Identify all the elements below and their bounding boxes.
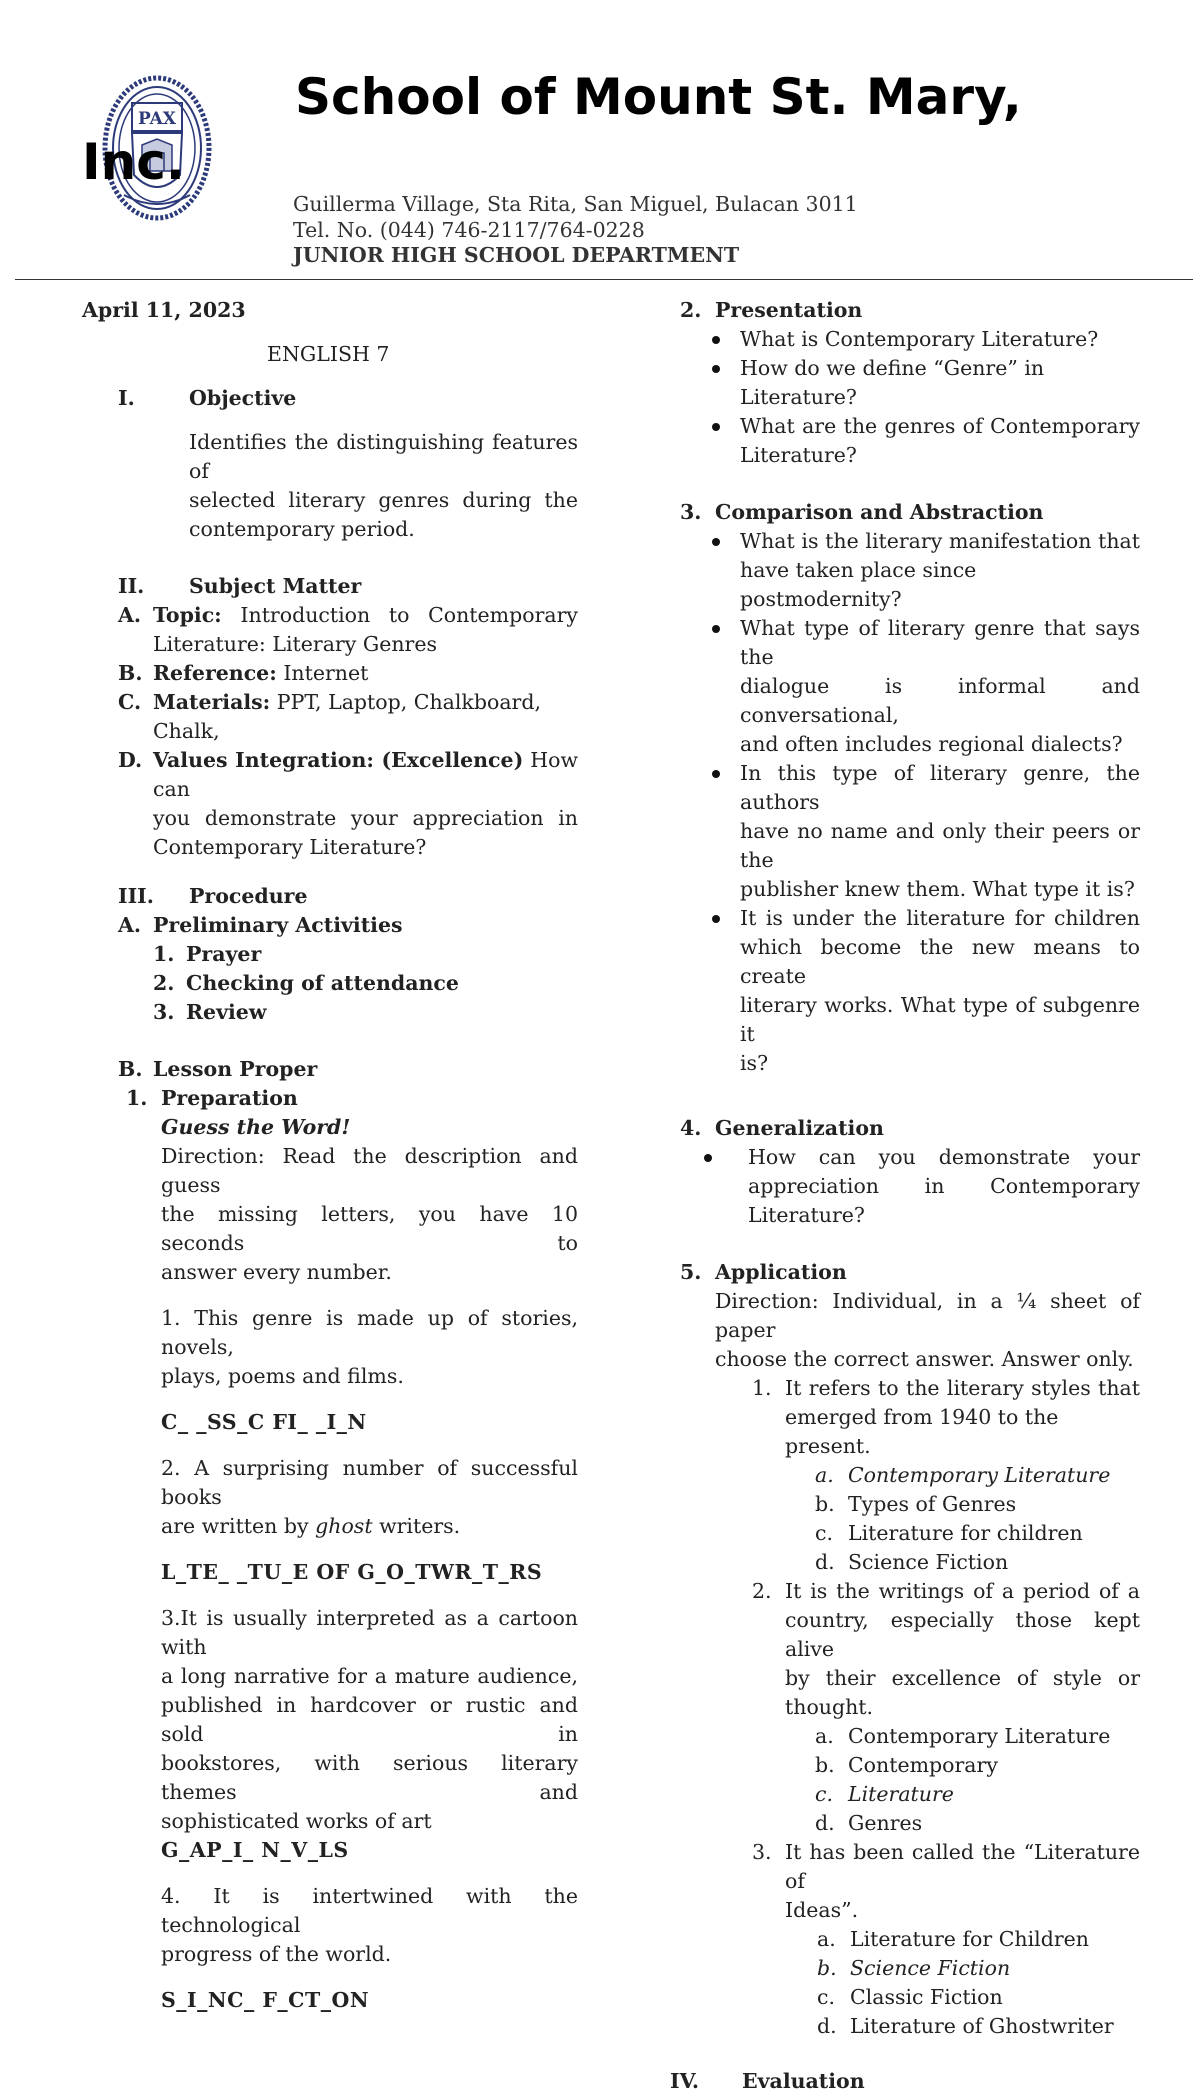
answer-blank: G_AP_I_ N_V_LS bbox=[161, 1838, 349, 1862]
choice-letter: a. bbox=[815, 1463, 834, 1487]
comparison-heading bbox=[680, 498, 1140, 527]
comparison-bullet bbox=[702, 527, 1140, 614]
quiz-text: emerged from 1940 to the present. bbox=[785, 1405, 1059, 1458]
bullet-text: publisher knew them. What type it is? bbox=[740, 877, 1135, 901]
topic-label: A. bbox=[118, 603, 142, 627]
direction-line: Direction: Individual, in a ¼ sheet of paper bbox=[715, 1289, 1140, 1342]
choice-text: Science Fiction bbox=[850, 1956, 1011, 1980]
objective-heading bbox=[82, 384, 578, 413]
bullet-text: have no name and only their peers or the bbox=[740, 819, 1140, 872]
lesson-proper-heading bbox=[82, 1055, 578, 1084]
prelim-title: Preliminary Activities bbox=[153, 913, 403, 937]
choice-text: Literature bbox=[848, 1782, 954, 1806]
bullet-text: is? bbox=[740, 1051, 769, 1075]
choice-letter: a. bbox=[815, 1724, 834, 1748]
values-value: How can bbox=[153, 748, 578, 801]
bullet-text: It is under the literature for children bbox=[740, 906, 1140, 930]
reference-label: B. bbox=[118, 661, 143, 685]
subject-matter-num: II. bbox=[118, 574, 145, 598]
application-num: 5. bbox=[680, 1260, 702, 1284]
choice-text: Literature of Ghostwriter bbox=[850, 2014, 1114, 2038]
direction-line: choose the correct answer. Answer only. bbox=[715, 1347, 1134, 1371]
bullet-text: Literature? bbox=[748, 1203, 865, 1227]
question-line: 2. A surprising number of successful books bbox=[161, 1456, 578, 1509]
bullet-text: dialogue is informal and conversational, bbox=[740, 674, 1140, 727]
prelim-item bbox=[82, 969, 578, 998]
quiz-choices bbox=[715, 1925, 1140, 2041]
bullet-text: literary works. What type of subgenre it bbox=[740, 993, 1140, 1046]
choice-letter: b. bbox=[815, 1753, 835, 1777]
question-line: a long narrative for a mature audience, bbox=[161, 1664, 578, 1688]
question-text: are written by bbox=[161, 1514, 316, 1538]
question-line: sophisticated works of art bbox=[161, 1809, 432, 1833]
preparation-num: 1. bbox=[126, 1086, 148, 1110]
choice bbox=[815, 1722, 1140, 1751]
values-label: D. bbox=[118, 748, 143, 772]
department: JUNIOR HIGH SCHOOL DEPARTMENT bbox=[293, 243, 740, 267]
topic-value: Literature: Literary Genres bbox=[153, 632, 437, 656]
school-name-suffix: Inc. bbox=[82, 133, 185, 191]
bullet-text: Literature? bbox=[740, 443, 857, 467]
bullet-text: How can you demonstrate your bbox=[748, 1145, 1140, 1169]
bullet-text: In this type of literary genre, the authors bbox=[740, 761, 1140, 814]
values-value: Contemporary Literature? bbox=[153, 835, 427, 859]
subject-matter-title: Subject Matter bbox=[189, 574, 362, 598]
prelim-item-num: 2. bbox=[153, 971, 175, 995]
prelim-item bbox=[82, 940, 578, 969]
presentation-bullet bbox=[702, 412, 1140, 470]
comparison-title: Comparison and Abstraction bbox=[715, 500, 1044, 524]
materials-label: C. bbox=[118, 690, 142, 714]
objective-line: contemporary period. bbox=[189, 517, 415, 541]
choice-text: Contemporary Literature bbox=[848, 1724, 1111, 1748]
evaluation-title: Evaluation bbox=[742, 2069, 865, 2093]
answer-blank: S_I_NC_ F_CT_ON bbox=[161, 1988, 370, 2012]
materials-value: PPT, Laptop, Chalkboard, Chalk, bbox=[153, 690, 541, 743]
presentation-bullet bbox=[702, 325, 1140, 354]
comparison-bullet bbox=[702, 904, 1140, 1078]
direction-line: answer every number. bbox=[161, 1260, 392, 1284]
quiz-choices bbox=[715, 1461, 1140, 1577]
generalization-title: Generalization bbox=[715, 1116, 884, 1140]
bullet-text: How do we define “Genre” in Literature? bbox=[740, 356, 1045, 409]
prelim-item-label: Prayer bbox=[186, 942, 262, 966]
question-text: writers. bbox=[372, 1514, 461, 1538]
choice bbox=[815, 1751, 1140, 1780]
choice-text: Classic Fiction bbox=[850, 1985, 1003, 2009]
prelim-label: A. bbox=[118, 913, 142, 937]
bullet-text: What are the genres of Contemporary bbox=[740, 414, 1140, 438]
comparison-bullet bbox=[702, 759, 1140, 904]
choice bbox=[815, 1548, 1140, 1577]
answer-blank: C_ _SS_C FI_ _I_N bbox=[161, 1410, 367, 1434]
preparation-heading bbox=[82, 1084, 578, 1113]
question-line: bookstores, with serious literary themes and bbox=[161, 1751, 578, 1804]
choice-letter: c. bbox=[817, 1985, 835, 2009]
bullet-text: What is the literary manifestation that bbox=[740, 529, 1140, 553]
objective-title: Objective bbox=[189, 386, 297, 410]
choice-letter: a. bbox=[817, 1927, 836, 1951]
question-line: progress of the world. bbox=[161, 1942, 392, 1966]
prelim-item-label: Checking of attendance bbox=[186, 971, 459, 995]
procedure-num: III. bbox=[118, 884, 154, 908]
prelim-item-num: 3. bbox=[153, 1000, 175, 1024]
preparation-body bbox=[82, 1113, 578, 2015]
procedure-heading bbox=[82, 882, 578, 911]
reference-key: Reference: bbox=[153, 661, 277, 685]
question-line: 1. This genre is made up of stories, novels, bbox=[161, 1306, 578, 1359]
right-column bbox=[670, 296, 1140, 2096]
generalization-num: 4. bbox=[680, 1116, 702, 1140]
values-value: you demonstrate your appreciation in bbox=[153, 806, 578, 830]
topic-value: Introduction to Contemporary bbox=[240, 603, 578, 627]
evaluation-heading bbox=[670, 2067, 1140, 2096]
reference-item bbox=[82, 659, 578, 688]
presentation-num: 2. bbox=[680, 298, 702, 322]
prelim-item bbox=[82, 998, 578, 1027]
choice bbox=[817, 1925, 1140, 1954]
choice-text: Contemporary bbox=[848, 1753, 998, 1777]
choice bbox=[817, 1954, 1140, 1983]
quiz-text: thought. bbox=[785, 1695, 874, 1719]
choice-letter: d. bbox=[815, 1811, 835, 1835]
procedure-title: Procedure bbox=[189, 884, 308, 908]
quiz-num: 1. bbox=[752, 1376, 772, 1400]
bullet-text: have taken place since postmodernity? bbox=[740, 558, 977, 611]
choice bbox=[815, 1780, 1140, 1809]
choice-letter: c. bbox=[815, 1521, 833, 1545]
choice bbox=[815, 1519, 1140, 1548]
choice-text: Literature for children bbox=[848, 1521, 1083, 1545]
values-key: Values Integration: (Excellence) bbox=[153, 748, 524, 772]
school-tel: Tel. No. (044) 746-2117/764-0228 bbox=[293, 218, 645, 242]
logo-text: PAX bbox=[138, 109, 176, 129]
lesson-proper-title: Lesson Proper bbox=[153, 1057, 318, 1081]
application-body bbox=[680, 1287, 1140, 2041]
answer-blank: L_TE_ _TU_E OF G_O_TWR_T_RS bbox=[161, 1560, 543, 1584]
quiz-question bbox=[715, 1577, 1140, 1722]
question-line: 3.It is usually interpreted as a cartoon with bbox=[161, 1606, 578, 1659]
quiz-text: It has been called the “Literature of bbox=[785, 1840, 1140, 1893]
presentation-heading bbox=[680, 296, 1140, 325]
direction-line: the missing letters, you have 10 seconds to bbox=[161, 1202, 578, 1255]
presentation-title: Presentation bbox=[715, 298, 863, 322]
presentation-bullet bbox=[702, 354, 1140, 412]
lesson-proper-label: B. bbox=[118, 1057, 143, 1081]
application-heading bbox=[680, 1258, 1140, 1287]
choice-text: Types of Genres bbox=[848, 1492, 1017, 1516]
objective-line: Identifies the distinguishing features of bbox=[189, 430, 578, 483]
comparison-num: 3. bbox=[680, 500, 702, 524]
question-emphasis: ghost bbox=[315, 1514, 373, 1538]
school-address: Guillerma Village, Sta Rita, San Miguel, Bulacan 3011 bbox=[293, 192, 858, 216]
question-line: published in hardcover or rustic and sold in bbox=[161, 1693, 578, 1746]
direction-line: Direction: Read the description and guess bbox=[161, 1144, 578, 1197]
choice-letter: c. bbox=[815, 1782, 833, 1806]
application-title: Application bbox=[715, 1260, 847, 1284]
choice-text: Genres bbox=[848, 1811, 923, 1835]
activity-title: Guess the Word! bbox=[161, 1115, 351, 1139]
bullet-text: which become the new means to create bbox=[740, 935, 1140, 988]
subject-matter-heading bbox=[82, 572, 578, 601]
quiz-text: by their excellence of style or bbox=[785, 1666, 1140, 1690]
choice bbox=[815, 1461, 1140, 1490]
topic-key: Topic: bbox=[153, 603, 222, 627]
choice-text: Literature for Children bbox=[850, 1927, 1089, 1951]
materials-key: Materials: bbox=[153, 690, 271, 714]
bullet-text: appreciation in Contemporary bbox=[748, 1174, 1140, 1198]
left-column bbox=[82, 296, 578, 2015]
prelim-heading bbox=[82, 911, 578, 940]
bullet-text: What type of literary genre that says the bbox=[740, 616, 1140, 669]
comparison-bullet bbox=[702, 614, 1140, 759]
choice-letter: b. bbox=[815, 1492, 835, 1516]
objective-num: I. bbox=[118, 386, 135, 410]
choice-letter: b. bbox=[817, 1956, 837, 1980]
choice-letter: d. bbox=[817, 2014, 837, 2038]
quiz-choices bbox=[715, 1722, 1140, 1838]
objective-line: selected literary genres during the bbox=[189, 488, 578, 512]
materials-item bbox=[82, 688, 578, 746]
values-item bbox=[82, 746, 578, 862]
quiz-num: 2. bbox=[752, 1579, 772, 1603]
prelim-item-label: Review bbox=[186, 1000, 267, 1024]
generalization-bullet bbox=[694, 1143, 1140, 1230]
choice-text: Science Fiction bbox=[848, 1550, 1009, 1574]
quiz-num: 3. bbox=[752, 1840, 772, 1864]
choice bbox=[815, 1809, 1140, 1838]
generalization-heading bbox=[680, 1114, 1140, 1143]
quiz-question bbox=[715, 1374, 1140, 1461]
quiz-text: It is the writings of a period of a bbox=[785, 1579, 1140, 1603]
question-line: plays, poems and films. bbox=[161, 1364, 404, 1388]
subject-title: ENGLISH 7 bbox=[267, 342, 390, 366]
choice bbox=[817, 1983, 1140, 2012]
quiz-text: country, especially those kept alive bbox=[785, 1608, 1140, 1661]
prelim-item-num: 1. bbox=[153, 942, 175, 966]
quiz-question bbox=[715, 1838, 1140, 1925]
date: April 11, 2023 bbox=[82, 298, 246, 322]
question-line: 4. It is intertwined with the technological bbox=[161, 1884, 578, 1937]
objective-text bbox=[82, 428, 578, 544]
school-name: School of Mount St. Mary, bbox=[295, 68, 1022, 126]
choice-letter: d. bbox=[815, 1550, 835, 1574]
evaluation-num: IV. bbox=[670, 2069, 700, 2093]
bullet-text: and often includes regional dialects? bbox=[740, 732, 1123, 756]
preparation-title: Preparation bbox=[161, 1086, 298, 1110]
quiz-text: It refers to the literary styles that bbox=[785, 1376, 1140, 1400]
choice bbox=[815, 1490, 1140, 1519]
topic-item bbox=[82, 601, 578, 659]
quiz-text: Ideas”. bbox=[785, 1898, 859, 1922]
header-divider bbox=[15, 279, 1193, 280]
choice-text: Contemporary Literature bbox=[848, 1463, 1111, 1487]
choice bbox=[817, 2012, 1140, 2041]
reference-value: Internet bbox=[283, 661, 369, 685]
bullet-text: What is Contemporary Literature? bbox=[740, 327, 1099, 351]
